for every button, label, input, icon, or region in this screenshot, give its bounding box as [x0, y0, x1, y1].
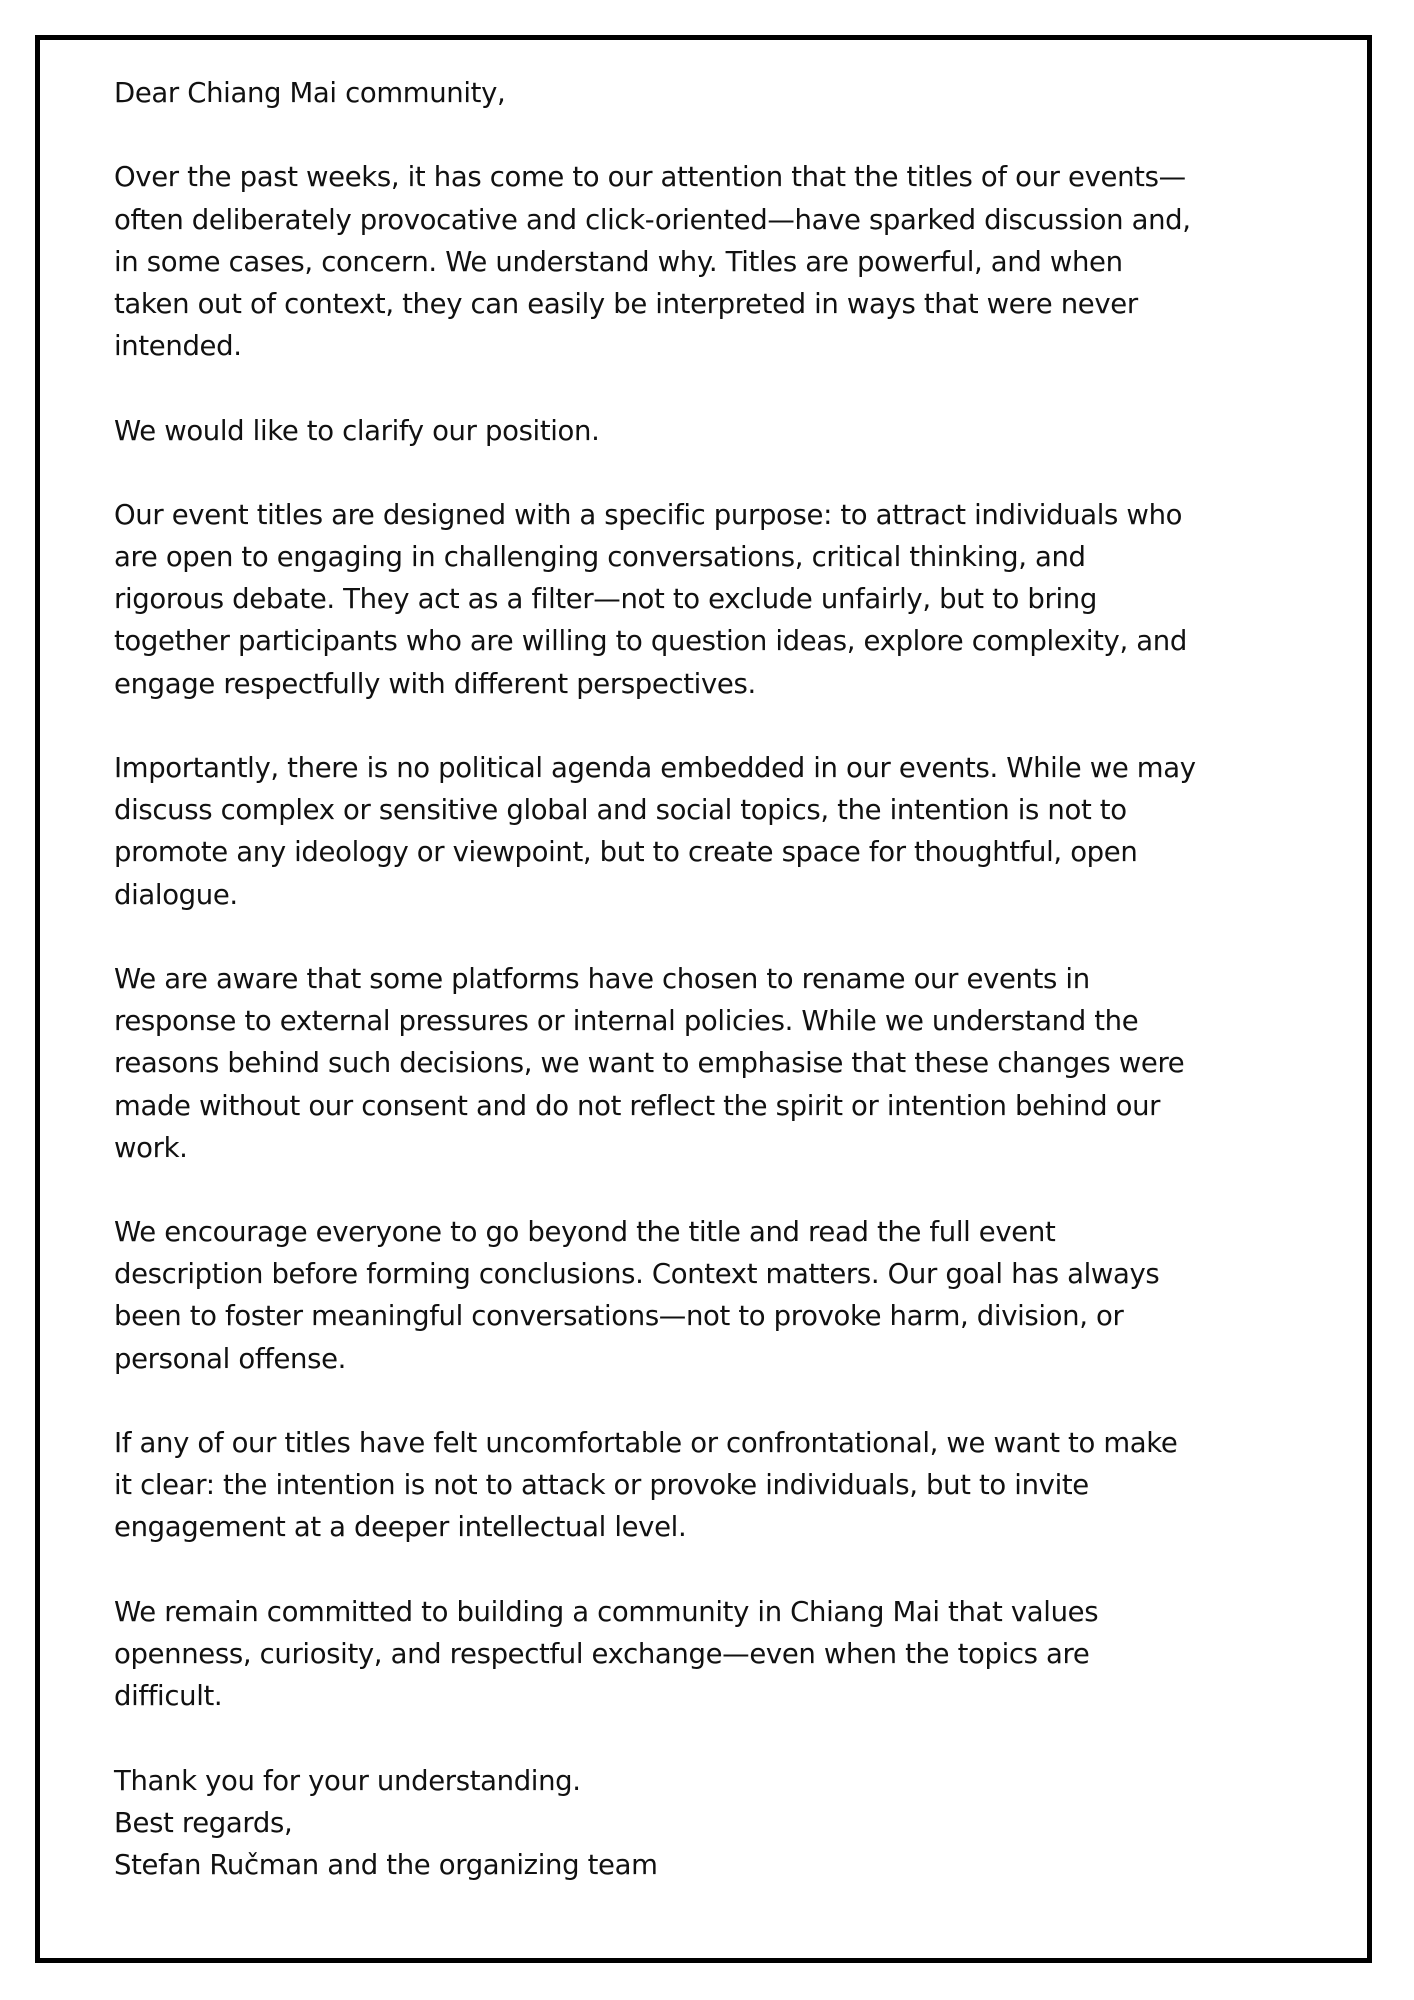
text-line: promote any ideology or viewpoint, but to create space for thoughtful, open	[114, 836, 1138, 869]
text-line: often deliberately provocative and click-oriented—have sparked discussion and,	[114, 203, 1191, 236]
text-line: in some cases, concern. We understand why. Titles are powerful, and when	[114, 245, 1123, 278]
closing-sign-off: Best regards,	[114, 1806, 293, 1839]
text-line: Over the past weeks, it has come to our attention that the titles of our events—	[114, 161, 1186, 194]
letter-body	[114, 72, 1354, 1886]
signature: Stefan Ručman and the organizing team	[114, 1848, 658, 1881]
text-line: together participants who are willing to question ideas, explore complexity, and	[114, 625, 1187, 658]
text-line: We encourage everyone to go beyond the title and read the full event	[114, 1216, 1056, 1249]
paragraph-title-purpose	[114, 494, 1354, 705]
text-line: engagement at a deeper intellectual level.	[114, 1511, 687, 1544]
paragraph-no-political-agenda	[114, 747, 1354, 916]
text-line: Importantly, there is no political agenda embedded in our events. While we may	[114, 752, 1196, 784]
paragraph-read-description	[114, 1211, 1354, 1380]
paragraph-gap	[114, 367, 1354, 409]
text-line: personal offense.	[114, 1342, 347, 1375]
paragraph-gap	[114, 705, 1354, 747]
paragraph-gap	[114, 1549, 1354, 1591]
text-line: rigorous debate. They act as a filter—not to exclude unfairly, but to bring	[114, 583, 1097, 616]
text-line: description before forming conclusions. Context matters. Our goal has always	[114, 1258, 1160, 1291]
paragraph-gap	[114, 1169, 1354, 1211]
paragraph-gap	[114, 1717, 1354, 1759]
text-line: Our event titles are designed with a specific purpose: to attract individuals who	[114, 498, 1183, 531]
text-line: engage respectfully with different perspectives.	[114, 667, 756, 700]
text-line: intended.	[114, 330, 242, 363]
greeting: Dear Chiang Mai community,	[114, 77, 506, 109]
paragraph-titles-concern	[114, 156, 1354, 367]
closing-block	[114, 1760, 1354, 1887]
text-line: it clear: the intention is not to attack or provoke individuals, but to invite	[114, 1469, 1089, 1502]
text-line: We remain committed to building a community in Chiang Mai that values	[114, 1595, 1099, 1628]
text-line: dialogue.	[114, 878, 238, 911]
paragraph-gap	[114, 452, 1354, 494]
text-line: work.	[114, 1131, 188, 1164]
paragraph-platform-renaming	[114, 958, 1354, 1169]
closing-thanks: Thank you for your understanding.	[114, 1764, 581, 1797]
text-line: taken out of context, they can easily be interpreted in ways that were never	[114, 287, 1138, 320]
paragraph-not-attack	[114, 1422, 1354, 1549]
text-line: response to external pressures or internal policies. While we understand the	[114, 1005, 1139, 1038]
text-line: reasons behind such decisions, we want to emphasise that these changes were	[114, 1047, 1185, 1080]
text-line: discuss complex or sensitive global and social topics, the intention is not to	[114, 794, 1127, 827]
text-line: openness, curiosity, and respectful exchange—even when the topics are	[114, 1637, 1090, 1670]
paragraph-gap	[114, 114, 1354, 156]
text-line: We are aware that some platforms have chosen to rename our events in	[114, 962, 1090, 995]
text-line: been to foster meaningful conversations—not to provoke harm, division, or	[114, 1300, 1124, 1333]
paragraph-commitment	[114, 1591, 1354, 1718]
text-line: If any of our titles have felt uncomfortable or confrontational, we want to make	[114, 1427, 1178, 1459]
paragraph-gap	[114, 1380, 1354, 1422]
text-line: We would like to clarify our position.	[114, 414, 600, 447]
paragraph-gap	[114, 916, 1354, 958]
paragraph-clarify-position	[114, 410, 1354, 452]
text-line: made without our consent and do not reflect the spirit or intention behind our	[114, 1089, 1161, 1122]
text-line: difficult.	[114, 1680, 223, 1713]
text-line: are open to engaging in challenging conversations, critical thinking, and	[114, 541, 1086, 574]
